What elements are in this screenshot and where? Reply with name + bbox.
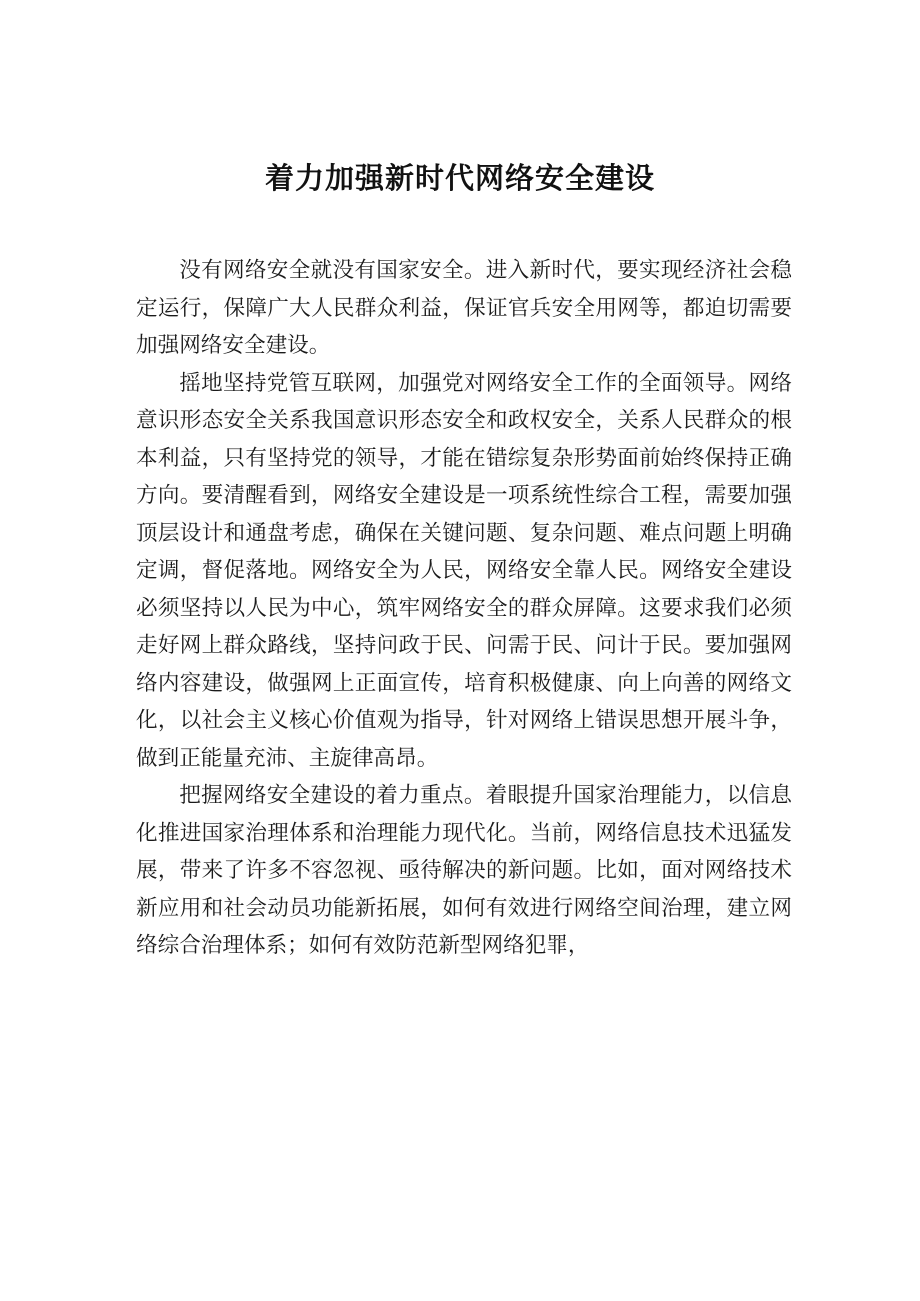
paragraph-intro: 没有网络安全就没有国家安全。进入新时代，要实现经济社会稳定运行，保障广大人民群众利益，保证官兵安全用网等，都迫切需要加强网络安全建设。 xyxy=(136,258,792,358)
document-body xyxy=(136,252,792,965)
paragraph-party-leadership: 摇地坚持党管互联网，加强党对网络安全工作的全面领导。网络意识形态安全关系我国意识形态安全和政权安全，关系人民群众的根本利益，只有坚持党的领导，才能在错综复杂形势面前始终保持正确方向。要清醒看到，网络安全建设是一项系统性综合工程，需要加强顶层设计和通盘考虑，确保在关键问题、复杂问题、难点问题上明确定调，督促落地。网络安全为人民，网络安全靠人民。网络安全建设必须坚持以人民为中心，筑牢网络安全的群众屏障。这要求我们必须走好网上群众路线，坚持问政于民、问需于民、问计于民。要加强网络内容建设，做强网上正面宣传，培育积极健康、向上向善的网络文化，以社会主义核心价值观为指导，针对网络上错误思想开展斗争，做到正能量充沛、主旋律高昂。 xyxy=(136,370,792,771)
document-title: 着力加强新时代网络安全建设 xyxy=(264,161,655,195)
paragraph-key-focus: 把握网络安全建设的着力重点。着眼提升国家治理能力，以信息化推进国家治理体系和治理能力现代化。当前，网络信息技术迅猛发展，带来了许多不容忽视、亟待解决的新问题。比如，面对网络技术新应用和社会动员功能新拓展，如何有效进行网络空间治理，建立网络综合治理体系；如何有效防范新型网络犯罪， xyxy=(136,783,792,958)
